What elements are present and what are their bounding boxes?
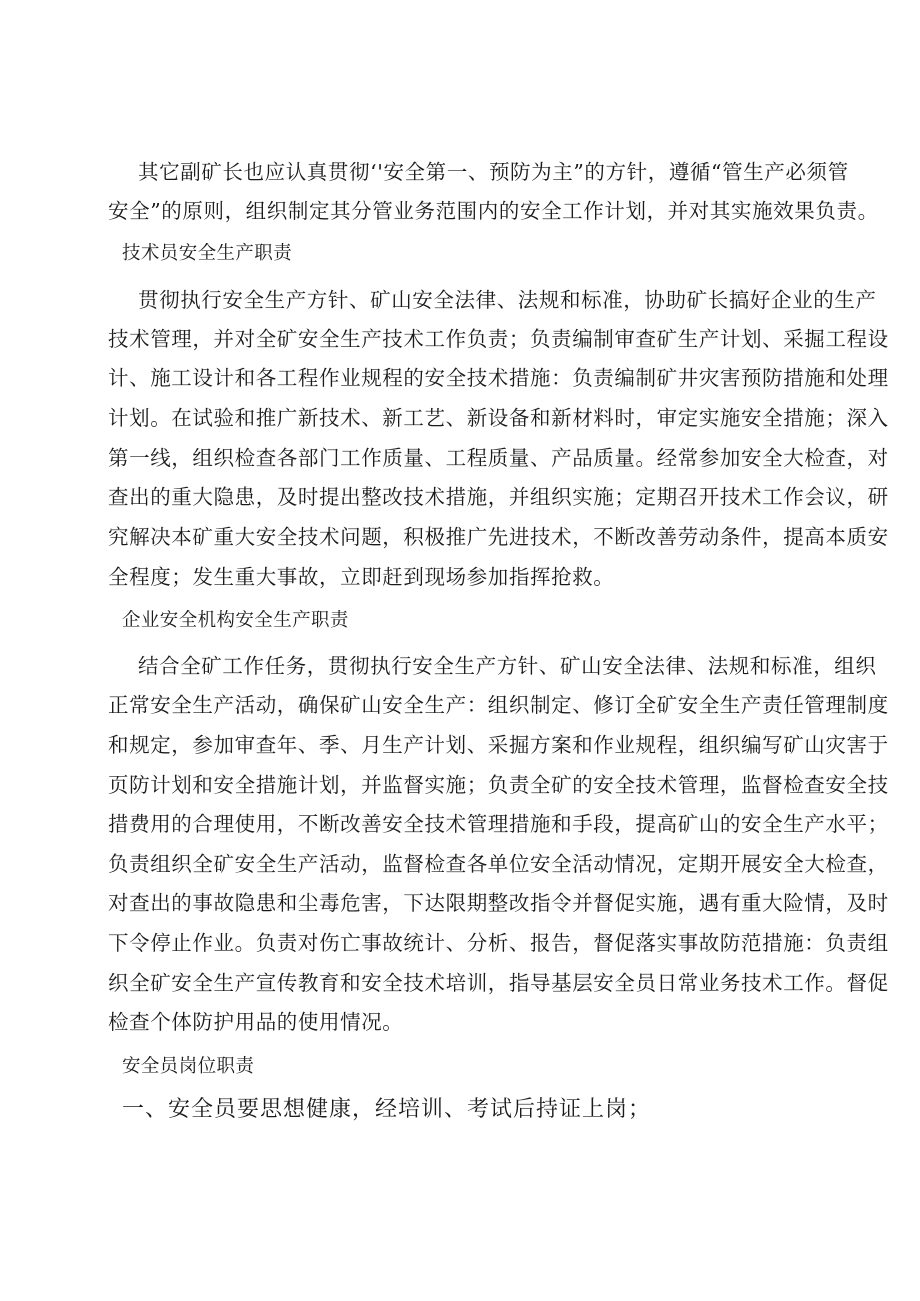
heading-technician-duties: 技术员安全生产职责 (122, 243, 293, 264)
para2-line-6: 查出的重大隐患，及时提出整改技术措施，并组织实施；定期召开技术工作会议，研 (108, 485, 889, 509)
para2-line-8: 全程度；发生重大事故，立即赶到现场参加指挥抢救。 (108, 565, 615, 589)
para3-line-4: 页防计划和安全措施计划，并监督实施；负责全矿的安全技术管理，监督检查安全技 (108, 773, 889, 797)
para2-line-7: 究解决本矿重大安全技术问题，积极推广先进技术，不断改善劳动条件，提高本质安 (108, 525, 889, 549)
para1-line-2: 安全”的原则，组织制定其分管业务范围内的安全工作计划，并对其实施效果负责。 (108, 199, 879, 223)
para2-line-3: 计、施工设计和各工程作业规程的安全技术措施：负责编制矿井灾害预防措施和处理 (108, 366, 889, 390)
para2-line-2: 技术管理，并对全矿安全生产技术工作负责；负责编制审查矿生产计划、采掘工程设 (108, 327, 889, 351)
para3-line-8: 下令停止作业。负责对伤亡事故统计、分析、报告，督促落实事故防范措施：负责组 (108, 931, 889, 955)
para3-line-9: 织全矿安全生产宣传教育和安全技术培训，指导基层安全员日常业务技术工作。督促 (108, 971, 889, 995)
heading-safety-officer-duties: 安全员岗位职责 (122, 1056, 255, 1077)
safety-officer-item-1: 一、安全员要思想健康，经培训、考试后持证上岗； (122, 1097, 652, 1122)
para3-line-10: 检查个体防护用品的使用情况。 (108, 1010, 404, 1034)
para2-line-5: 第一线，组织检查各部门工作质量、工程质量、产品质量。经常参加安全大检查，对 (108, 446, 889, 470)
para1-line-1: 其它副矿长也应认真贯彻‘'安全第一、预防为主”的方针，遵循“管生产必须管 (138, 160, 849, 184)
heading-safety-org-duties: 企业安全机构安全生产职责 (122, 610, 349, 631)
para2-line-4: 计划。在试验和推广新技术、新工艺、新设备和新材料时，审定实施安全措施；深入 (108, 406, 889, 430)
para3-line-7: 对查出的事故隐患和尘毒危害，下达限期整改指令并督促实施，遇有重大险情，及时 (108, 891, 889, 915)
para3-line-3: 和规定，参加审查年、季、月生产计划、采掘方案和作业规程，组织编写矿山灾害于 (108, 733, 889, 757)
para3-line-5: 措费用的合理使用，不断改善安全技术管理措施和手段，提高矿山的安全生产水平； (108, 812, 889, 836)
para2-line-1: 贯彻执行安全生产方针、矿山安全法律、法规和标准，协助矿长搞好企业的生产 (138, 288, 877, 312)
para3-line-6: 负责组织全矿安全生产活动，监督检查各单位安全活动情况，定期开展安全大检查， (108, 852, 889, 876)
para3-line-2: 正常安全生产活动，确保矿山安全生产：组织制定、修订全矿安全生产责任管理制度 (108, 693, 889, 717)
para3-line-1: 结合全矿工作任务，贯彻执行安全生产方针、矿山安全法律、法规和标准，组织 (138, 654, 877, 678)
